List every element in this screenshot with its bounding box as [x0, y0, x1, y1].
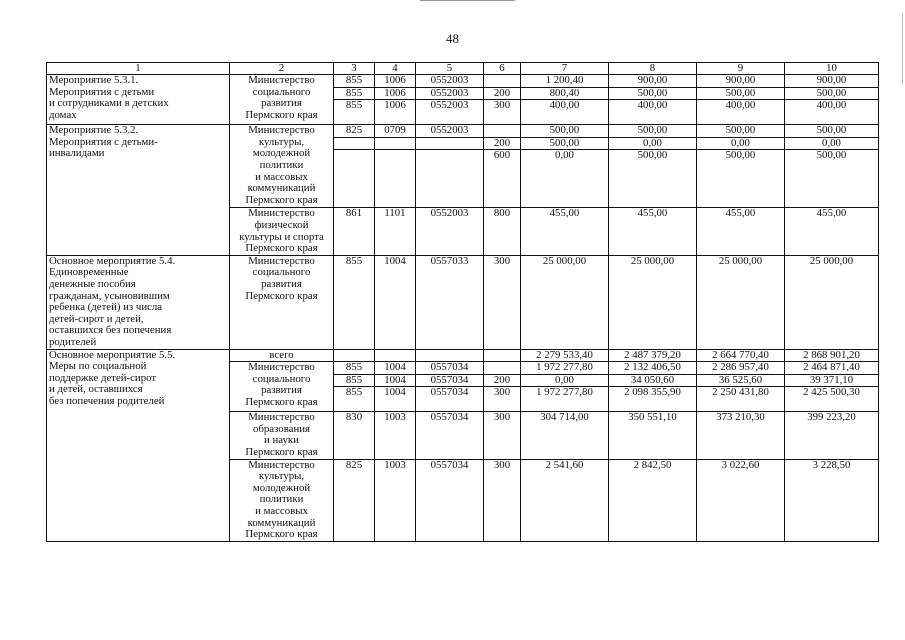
table-cell: 373 210,30	[697, 412, 785, 459]
table-cell: 400,00	[697, 100, 785, 125]
table-cell: 2 868 901,20	[785, 349, 879, 362]
table-cell: 36 525,60	[697, 374, 785, 387]
total-label: всего	[230, 349, 334, 362]
header-cell: 6	[484, 63, 521, 75]
activity-name: Мероприятие 5.3.2. Мероприятия с детьми- инвалидами	[47, 125, 230, 256]
table-cell: 500,00	[609, 87, 697, 100]
table-cell: 500,00	[697, 87, 785, 100]
table-cell: 2 250 431,80	[697, 387, 785, 412]
table-cell: 500,00	[785, 125, 879, 138]
table-cell: 0552003	[416, 125, 484, 138]
header-cell: 2	[230, 63, 334, 75]
table-cell: 855	[334, 362, 375, 375]
table-cell: 500,00	[697, 150, 785, 208]
table-cell: 800	[484, 208, 521, 255]
table-cell: 25 000,00	[697, 255, 785, 349]
header-cell: 9	[697, 63, 785, 75]
table-cell: 500,00	[609, 125, 697, 138]
table-cell: 1006	[375, 100, 416, 125]
table-cell: 500,00	[697, 125, 785, 138]
table-cell: 39 371,10	[785, 374, 879, 387]
table-cell: 1006	[375, 87, 416, 100]
table-cell: 2 541,60	[521, 459, 609, 541]
table-cell: 861	[334, 208, 375, 255]
header-cell: 7	[521, 63, 609, 75]
table-cell: 500,00	[609, 150, 697, 208]
table-row	[47, 75, 879, 88]
table-cell: 2 664 770,40	[697, 349, 785, 362]
header-cell: 1	[47, 63, 230, 75]
table-cell: 855	[334, 374, 375, 387]
table-cell: 0557034	[416, 362, 484, 375]
activity-name: Основное мероприятие 5.4. Единовременные денежные пособия гражданам, усыновившим ребенка (детей) из числа детей-сирот и детей, оставшихся без попечения родителей	[47, 255, 230, 349]
table-cell: 855	[334, 87, 375, 100]
table-cell: 3 022,60	[697, 459, 785, 541]
scan-artifact-line	[902, 14, 903, 84]
table-cell: 455,00	[697, 208, 785, 255]
table-cell: 0557034	[416, 374, 484, 387]
table-cell: 0552003	[416, 100, 484, 125]
header-cell: 4	[375, 63, 416, 75]
table-row	[47, 255, 879, 349]
table-cell: 34 050,60	[609, 374, 697, 387]
table-cell: 0557033	[416, 255, 484, 349]
table-cell: 0,00	[609, 137, 697, 150]
table-cell: 500,00	[521, 125, 609, 138]
table-cell: 2 464 871,40	[785, 362, 879, 375]
table-cell: 0552003	[416, 87, 484, 100]
table-cell	[484, 75, 521, 88]
table-cell: 2 132 406,50	[609, 362, 697, 375]
table-cell: 3 228,50	[785, 459, 879, 541]
table-cell: 500,00	[521, 137, 609, 150]
scan-artifact-line	[420, 0, 515, 1]
table-cell: 300	[484, 255, 521, 349]
header-cell: 5	[416, 63, 484, 75]
table-row	[47, 349, 879, 362]
table-cell: 2 286 957,40	[697, 362, 785, 375]
page-number: 48	[446, 31, 459, 46]
table-cell: 855	[334, 387, 375, 412]
table-cell: 1004	[375, 255, 416, 349]
table-cell: 0552003	[416, 208, 484, 255]
table-cell: 399 223,20	[785, 412, 879, 459]
table-cell: 455,00	[609, 208, 697, 255]
ministry-name: Министерство культуры, молодежной политики и массовых коммуникаций Пермского края	[230, 459, 334, 541]
table-cell: 0,00	[697, 137, 785, 150]
budget-table	[46, 62, 879, 542]
table-cell: 2 842,50	[609, 459, 697, 541]
ministry-name: Министерство социального развития Пермского края	[230, 362, 334, 412]
activity-name: Мероприятие 5.3.1. Мероприятия с детьми и сотрудниками в детских домах	[47, 75, 230, 125]
table-cell: 304 714,00	[521, 412, 609, 459]
header-cell: 8	[609, 63, 697, 75]
table-row	[47, 125, 879, 138]
ministry-name: Министерство физической культуры и спорта Пермского края	[230, 208, 334, 255]
table-cell: 2 487 379,20	[609, 349, 697, 362]
table-cell: 855	[334, 100, 375, 125]
table-cell: 855	[334, 255, 375, 349]
table-cell: 0557034	[416, 412, 484, 459]
table-cell: 2 098 355,90	[609, 387, 697, 412]
ministry-name: Министерство социального развития Пермского края	[230, 255, 334, 349]
table-cell: 200	[484, 87, 521, 100]
table-cell: 825	[334, 459, 375, 541]
ministry-name: Министерство культуры, молодежной политики и массовых коммуникаций Пермского края	[230, 125, 334, 208]
table-cell: 400,00	[521, 100, 609, 125]
table-cell: 1003	[375, 459, 416, 541]
table-cell	[375, 150, 416, 208]
table-cell	[375, 137, 416, 150]
table-cell	[416, 150, 484, 208]
table-cell: 1 200,40	[521, 75, 609, 88]
table-cell: 455,00	[785, 208, 879, 255]
header-row	[47, 63, 879, 75]
table-cell: 800,40	[521, 87, 609, 100]
table-cell: 1101	[375, 208, 416, 255]
table-cell: 1 972 277,80	[521, 387, 609, 412]
table-cell: 1004	[375, 374, 416, 387]
table-cell: 455,00	[521, 208, 609, 255]
table-cell	[484, 362, 521, 375]
table-cell: 500,00	[785, 87, 879, 100]
header-cell: 10	[785, 63, 879, 75]
table-cell: 1 972 277,80	[521, 362, 609, 375]
table-cell	[484, 125, 521, 138]
table-cell	[416, 349, 484, 362]
table-cell	[416, 137, 484, 150]
table-cell: 0,00	[521, 150, 609, 208]
table-cell: 25 000,00	[609, 255, 697, 349]
ministry-name: Министерство образования и науки Пермского края	[230, 412, 334, 459]
table-cell: 1006	[375, 75, 416, 88]
table-cell: 25 000,00	[521, 255, 609, 349]
table-cell	[334, 349, 375, 362]
table-cell: 300	[484, 387, 521, 412]
table-cell: 600	[484, 150, 521, 208]
table-cell: 2 425 500,30	[785, 387, 879, 412]
table-cell: 500,00	[785, 150, 879, 208]
table-cell: 900,00	[785, 75, 879, 88]
table-cell: 0557034	[416, 387, 484, 412]
table-cell: 350 551,10	[609, 412, 697, 459]
table-cell	[375, 349, 416, 362]
table-cell: 0709	[375, 125, 416, 138]
table-cell	[484, 349, 521, 362]
table-cell: 1004	[375, 387, 416, 412]
table-cell: 2 279 533,40	[521, 349, 609, 362]
table-cell	[334, 150, 375, 208]
table-cell: 1004	[375, 362, 416, 375]
table-cell: 400,00	[609, 100, 697, 125]
table-cell: 0,00	[521, 374, 609, 387]
table-cell: 825	[334, 125, 375, 138]
table-cell: 0552003	[416, 75, 484, 88]
table-cell: 0557034	[416, 459, 484, 541]
table-cell	[334, 137, 375, 150]
header-cell: 3	[334, 63, 375, 75]
table-cell: 200	[484, 137, 521, 150]
table-cell: 200	[484, 374, 521, 387]
table-cell: 830	[334, 412, 375, 459]
table-cell: 300	[484, 100, 521, 125]
table-cell: 900,00	[609, 75, 697, 88]
activity-name: Основное мероприятие 5.5. Меры по социальной поддержке детей-сирот и детей, оставшихся без попечения родителей	[47, 349, 230, 541]
table-cell: 855	[334, 75, 375, 88]
table-cell: 25 000,00	[785, 255, 879, 349]
ministry-name: Министерство социального развития Пермского края	[230, 75, 334, 125]
table-cell: 0,00	[785, 137, 879, 150]
table-cell: 900,00	[697, 75, 785, 88]
table-cell: 300	[484, 412, 521, 459]
table-cell: 300	[484, 459, 521, 541]
table-cell: 1003	[375, 412, 416, 459]
table-cell: 400,00	[785, 100, 879, 125]
